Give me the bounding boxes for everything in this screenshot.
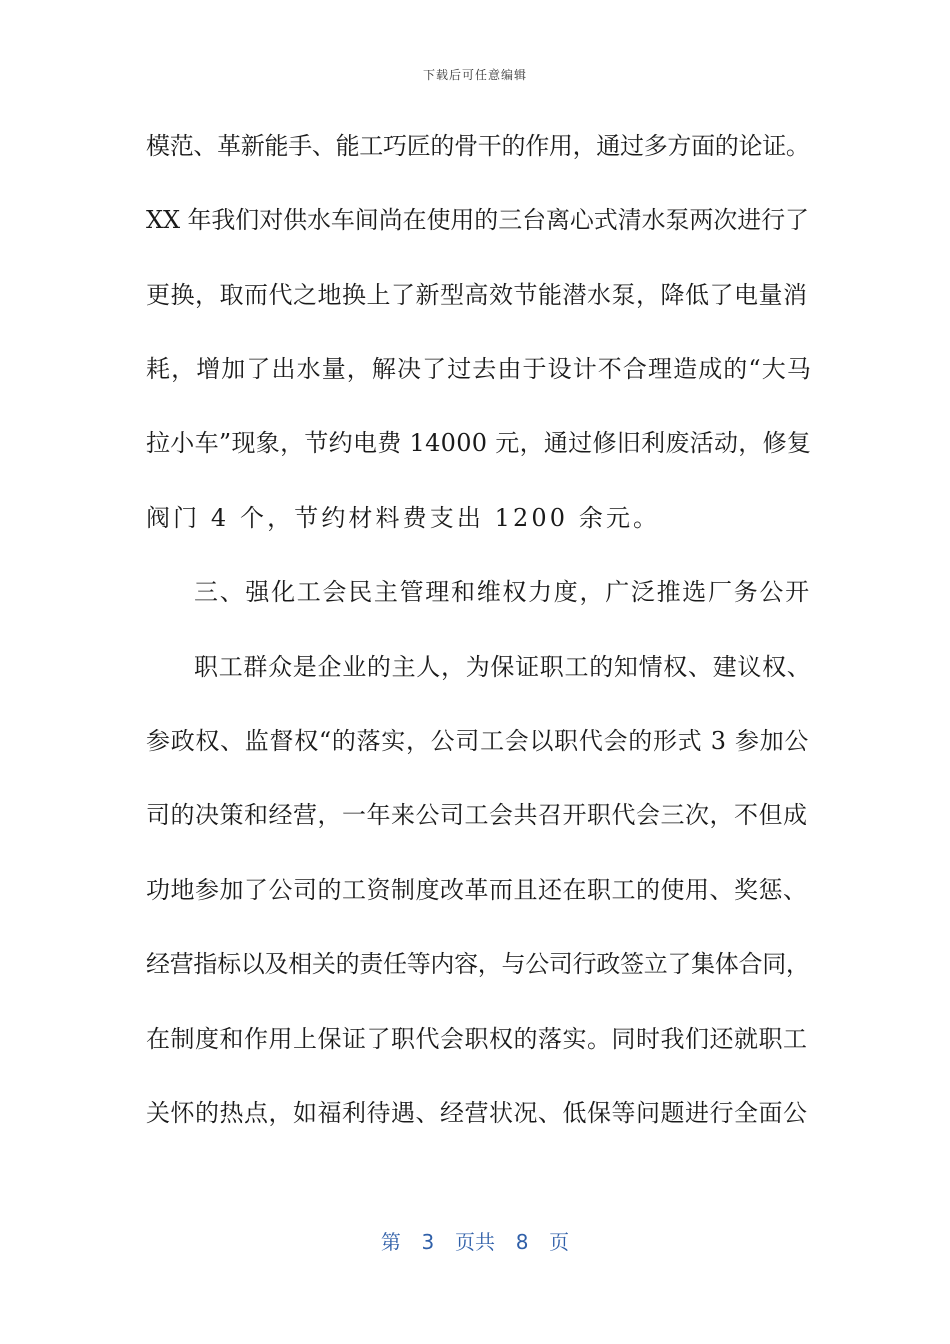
body-line-1: 模范、革新能手、能工巧匠的骨干的作用，通过多方面的论证。 [146, 132, 810, 160]
body-line-14: 关怀的热点，如福利待遇、经营状况、低保等问题进行全面公 [146, 1099, 808, 1127]
body-line-3: 更换，取而代之地换上了新型高效节能潜水泵，降低了电量消 [146, 281, 808, 309]
body-line-10: 司的决策和经营，一年来公司工会共召开职代会三次，不但成 [146, 801, 808, 829]
body-line-9: 参政权、监督权“的落实，公司工会以职代会的形式 3 参加公 [146, 727, 810, 755]
body-line-5: 拉小车”现象，节约电费 14000 元，通过修旧利废活动，修复 [146, 429, 812, 457]
body-line-11: 功地参加了公司的工资制度改革而且还在职工的使用、奖惩、 [146, 876, 808, 904]
body-line-8: 职工群众是企业的主人，为保证职工的知情权、建议权、 [194, 653, 812, 681]
body-line-12: 经营指标以及相关的责任等内容，与公司行政签立了集体合同， [146, 950, 810, 978]
page-number-footer: 第 3 页共 8 页 [380, 1230, 570, 1254]
section-heading: 三、强化工会民主管理和维权力度，广泛推选厂务公开 [194, 578, 811, 606]
body-line-13: 在制度和作用上保证了职代会职权的落实。同时我们还就职工 [146, 1025, 808, 1053]
body-line-6: 阀门 4 个，节约材料费支出 1200 余元。 [146, 504, 661, 532]
page-header: 下载后可任意编辑 [422, 68, 527, 82]
body-line-4: 耗，增加了出水量，解决了过去由于设计不合理造成的“大马 [146, 355, 812, 383]
body-line-2: XX 年我们对供水车间尚在使用的三台离心式清水泵两次进行了 [146, 206, 809, 234]
